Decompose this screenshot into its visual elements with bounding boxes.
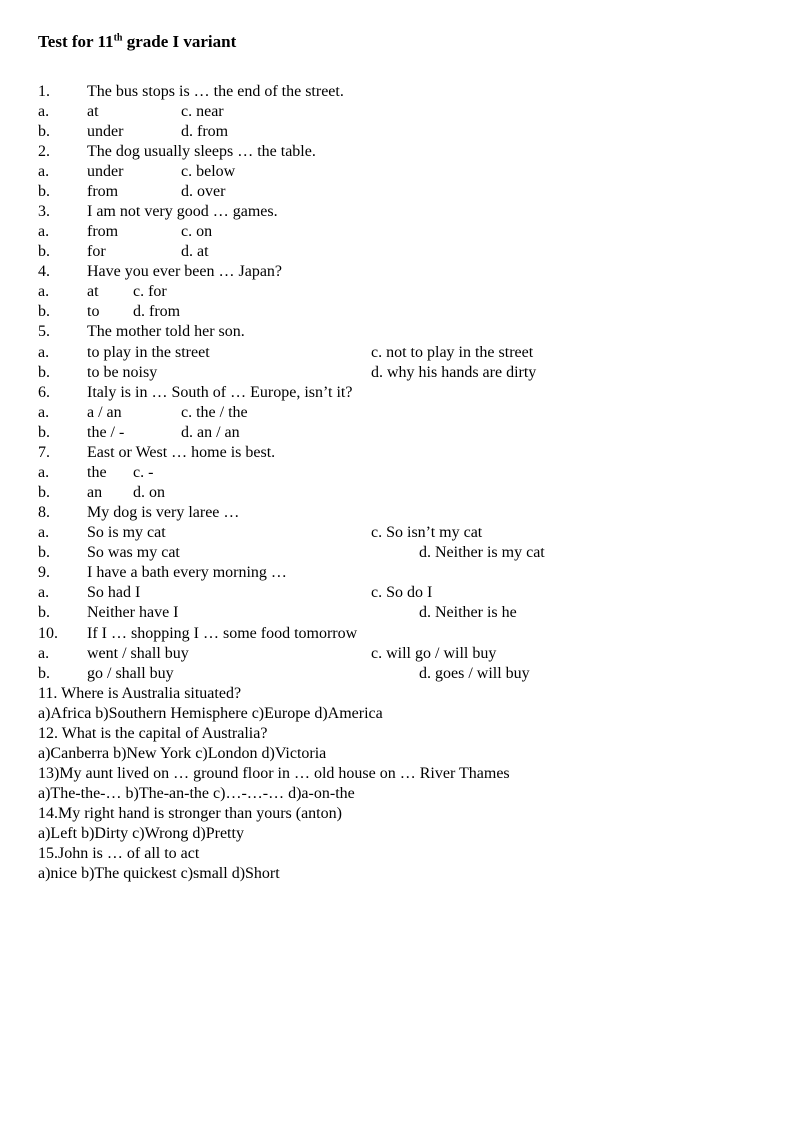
item-number: a. [38, 404, 50, 421]
item-number: 8. [38, 504, 50, 521]
item-text: If I … shopping I … some food tomorrow [87, 625, 358, 642]
line-text: a)Africa b)Southern Hemisphere c)Europe d)America [38, 705, 383, 722]
item-text: from [87, 223, 119, 240]
item-text: Have you ever been … Japan? [87, 263, 283, 280]
item-number: b. [38, 484, 50, 501]
item-text: Neither have I [87, 604, 179, 621]
item-number: b. [38, 243, 50, 260]
line-text: 13)My aunt lived on … ground floor in … old house on … River Thames [38, 765, 510, 782]
title-suffix: grade I variant [122, 32, 237, 51]
item-text: at [87, 283, 99, 300]
item-number: a. [38, 464, 50, 481]
line-text: 12. What is the capital of Australia? [38, 725, 268, 742]
item-text: East or West … home is best. [87, 444, 276, 461]
option-right: c. for [133, 283, 167, 300]
item-number: 6. [38, 384, 50, 401]
item-text: went / shall buy [87, 645, 189, 662]
item-number: 3. [38, 203, 50, 220]
item-text: The mother told her son. [87, 323, 245, 340]
item-text: to play in the street [87, 344, 210, 361]
option-right: c. on [181, 223, 213, 240]
option-right: d. from [133, 303, 181, 320]
line-text: 11. Where is Australia situated? [38, 685, 242, 702]
item-text: So was my cat [87, 544, 180, 561]
title-prefix: Test for 11 [38, 32, 114, 51]
item-number: b. [38, 424, 50, 441]
item-text: the [87, 464, 107, 481]
option-right: d. from [181, 123, 229, 140]
item-text: under [87, 123, 124, 140]
item-number: a. [38, 163, 50, 180]
option-right: c. So do I [371, 584, 433, 601]
option-right: d. on [133, 484, 165, 501]
option-right: c. the / the [181, 404, 248, 421]
option-right: c. near [181, 103, 224, 120]
item-number: 9. [38, 564, 50, 581]
line-text: a)Canberra b)New York c)London d)Victoria [38, 745, 327, 762]
item-number: a. [38, 103, 50, 120]
item-text: The bus stops is … the end of the street. [87, 83, 344, 100]
item-number: b. [38, 123, 50, 140]
item-text: at [87, 103, 99, 120]
item-number: b. [38, 544, 50, 561]
item-number: a. [38, 344, 50, 361]
item-text: for [87, 243, 106, 260]
item-number: b. [38, 604, 50, 621]
line-text: a)nice b)The quickest c)small d)Short [38, 865, 280, 882]
line-text: a)The-the-… b)The-an-the c)…-…-… d)a-on-the [38, 785, 355, 802]
item-number: 2. [38, 143, 50, 160]
item-text: an [87, 484, 103, 501]
option-right: c. will go / will buy [371, 645, 497, 662]
item-text: My dog is very laree … [87, 504, 240, 521]
item-number: b. [38, 665, 50, 682]
item-text: from [87, 183, 119, 200]
item-number: a. [38, 283, 50, 300]
item-number: 1. [38, 83, 50, 100]
option-right: c. - [133, 464, 154, 481]
item-number: b. [38, 364, 50, 381]
option-right: d. Neither is he [419, 604, 517, 621]
option-right: c. So isn’t my cat [371, 524, 483, 541]
item-number: 5. [38, 323, 50, 340]
item-number: a. [38, 584, 50, 601]
option-right: d. at [181, 243, 209, 260]
item-text: Italy is in … South of … Europe, isn’t it? [87, 384, 353, 401]
option-right: d. why his hands are dirty [371, 364, 537, 381]
line-text: 14.My right hand is stronger than yours (anton) [38, 805, 342, 822]
item-number: 10. [38, 625, 58, 642]
item-text: So had I [87, 584, 141, 601]
item-text: to [87, 303, 100, 320]
item-text: the / - [87, 424, 125, 441]
item-number: a. [38, 645, 50, 662]
line-text: 15.John is … of all to act [38, 845, 200, 862]
item-text: So is my cat [87, 524, 166, 541]
option-right: c. below [181, 163, 236, 180]
document-title [38, 30, 236, 54]
item-text: go / shall buy [87, 665, 174, 682]
option-right: d. over [181, 183, 226, 200]
title-superscript: th [113, 32, 123, 44]
item-text: I have a bath every morning … [87, 564, 287, 581]
item-number: a. [38, 524, 50, 541]
item-number: a. [38, 223, 50, 240]
item-number: 4. [38, 263, 50, 280]
option-right: d. goes / will buy [419, 665, 530, 682]
item-number: b. [38, 303, 50, 320]
item-number: b. [38, 183, 50, 200]
item-text: to be noisy [87, 364, 158, 381]
item-text: a / an [87, 404, 122, 421]
item-number: 7. [38, 444, 50, 461]
line-text: a)Left b)Dirty c)Wrong d)Pretty [38, 825, 244, 842]
option-right: c. not to play in the street [371, 344, 534, 361]
item-text: I am not very good … games. [87, 203, 278, 220]
item-text: under [87, 163, 124, 180]
option-right: d. an / an [181, 424, 240, 441]
item-text: The dog usually sleeps … the table. [87, 143, 316, 160]
option-right: d. Neither is my cat [419, 544, 545, 561]
